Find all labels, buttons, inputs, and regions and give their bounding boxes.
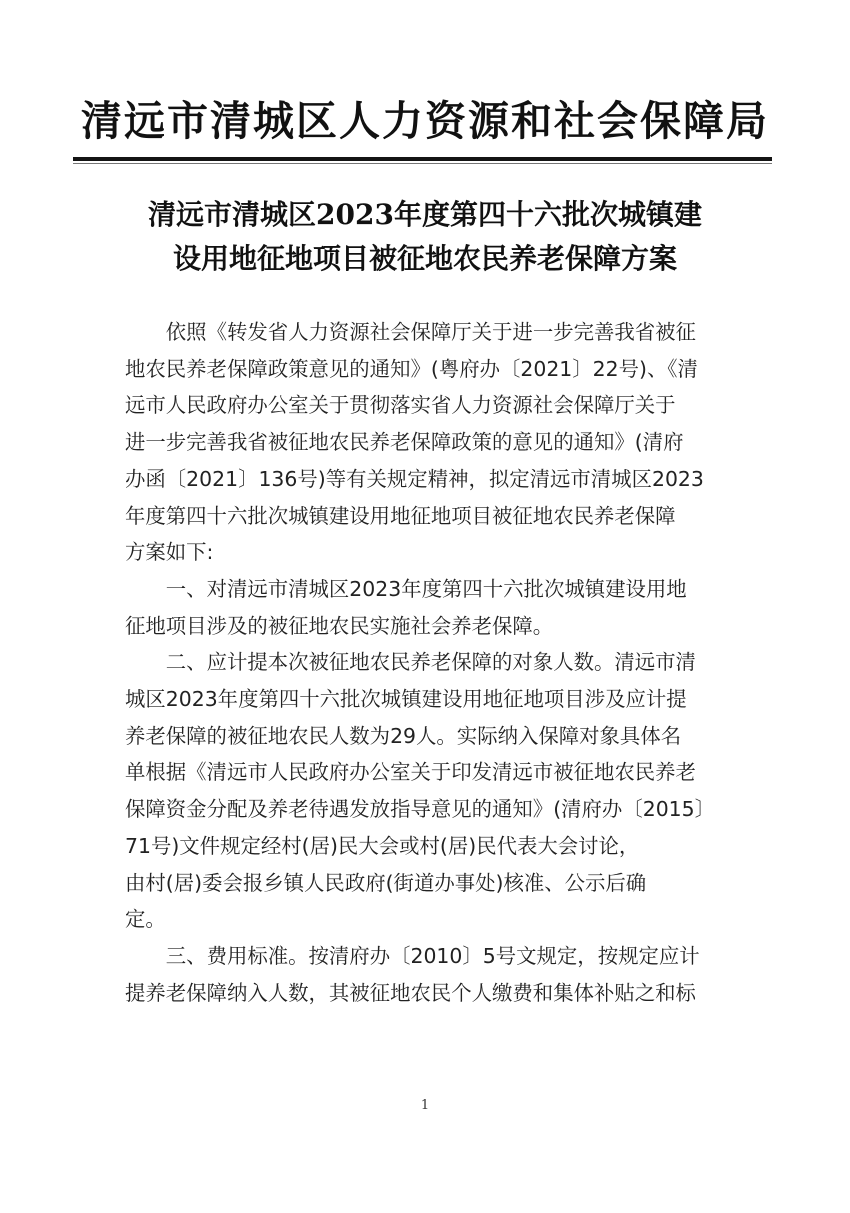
body-line: 三、费用标准。按清府办〔2010〕5号文规定，按规定应计 [165, 943, 700, 968]
body-line: 定。 [125, 907, 166, 932]
body-line: 保障资金分配及养老待遇发放指导意见的通知》(清府办〔2015〕 [125, 797, 716, 822]
body-line: 二、应计提本次被征地农民养老保障的对象人数。清远市清 [165, 650, 696, 675]
body-line: 单根据《清远市人民政府办公室关于印发清远市被征地农民养老 [125, 760, 696, 785]
title-line-2: 设用地征地项目被征地农民养老保障方案 [172, 242, 677, 275]
header-divider-thin [73, 163, 772, 164]
document-body [125, 314, 737, 1011]
document-title [100, 193, 750, 281]
organization-header: 清远市清城区人力资源和社会保障局 [81, 97, 769, 145]
body-line: 地农民养老保障政策意见的通知》(粤府办〔2021〕22号)、《清 [125, 356, 698, 381]
body-line: 年度第四十六批次城镇建设用地征地项目被征地农民养老保障 [125, 503, 676, 528]
body-line: 方案如下: [125, 540, 214, 565]
body-line: 依照《转发省人力资源社会保障厅关于进一步完善我省被征 [165, 320, 696, 344]
body-line: 由村(居)委会报乡镇人民政府(街道办事处)核准、公示后确 [125, 870, 647, 895]
title-line-1: 清远市清城区2023年度第四十六批次城镇建 [148, 198, 702, 231]
body-line: 办函〔2021〕136号)等有关规定精神，拟定清远市清城区2023 [125, 466, 704, 491]
body-line: 提养老保障纳入人数，其被征地农民个人缴费和集体补贴之和标 [125, 980, 696, 1005]
body-line: 征地项目涉及的被征地农民实施社会养老保障。 [125, 613, 554, 638]
body-line: 进一步完善我省被征地农民养老保障政策的意见的通知》(清府 [125, 430, 684, 455]
body-line: 远市人民政府办公室关于贯彻落实省人力资源社会保障厅关于 [125, 393, 676, 418]
body-line: 71号)文件规定经村(居)民大会或村(居)民代表大会讨论， [125, 833, 640, 858]
body-line: 一、对清远市清城区2023年度第四十六批次城镇建设用地 [165, 576, 687, 601]
page-number: 1 [420, 1098, 430, 1113]
header-divider [73, 157, 772, 161]
body-line: 城区2023年度第四十六批次城镇建设用地征地项目涉及应计提 [125, 687, 687, 712]
body-line: 养老保障的被征地农民人数为29人。实际纳入保障对象具体名 [125, 723, 682, 748]
